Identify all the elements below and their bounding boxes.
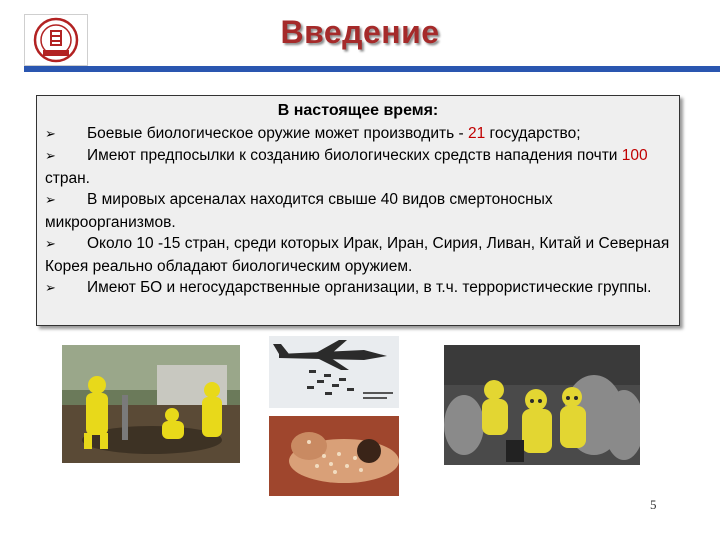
arrow-bullet-icon: ➢ [45,281,56,296]
infected-patient-photo [269,416,399,496]
bullet-item: ➢ Около 10 -15 стран, среди которых Ирак, Иран, Сирия, Ливан, Китай и Северная Корея реально обладают биологическим оружием. [45,235,670,275]
title-divider [24,66,720,72]
arrow-bullet-icon: ➢ [45,193,56,208]
arrow-bullet-icon: ➢ [45,126,56,142]
page-number: 5 [650,497,657,512]
hazmat-field-photo [62,345,240,463]
arrow-bullet-icon: ➢ [45,237,56,252]
info-box-heading: В настоящее время: [277,102,439,119]
hazmat-warehouse-photo [444,345,640,465]
bomber-aircraft-photo [269,336,399,408]
bullet-item: ➢ В мировых арсеналах находится свыше 40 видов смертоносных микроорганизмов. [45,191,553,231]
bullet-item: ➢ Имеют предпосылки к созданию биологических средств нападения почти 100 стран. [45,147,648,187]
page-title: Введение [280,14,440,50]
bullet-item: ➢ Боевые биологическое оружие может производить - 21 государство; [45,123,671,146]
bullet-item: ➢ Имеют БО и негосударственные организации, в т.ч. террористические группы. [45,277,671,300]
arrow-bullet-icon: ➢ [45,149,56,164]
info-box [36,95,680,326]
